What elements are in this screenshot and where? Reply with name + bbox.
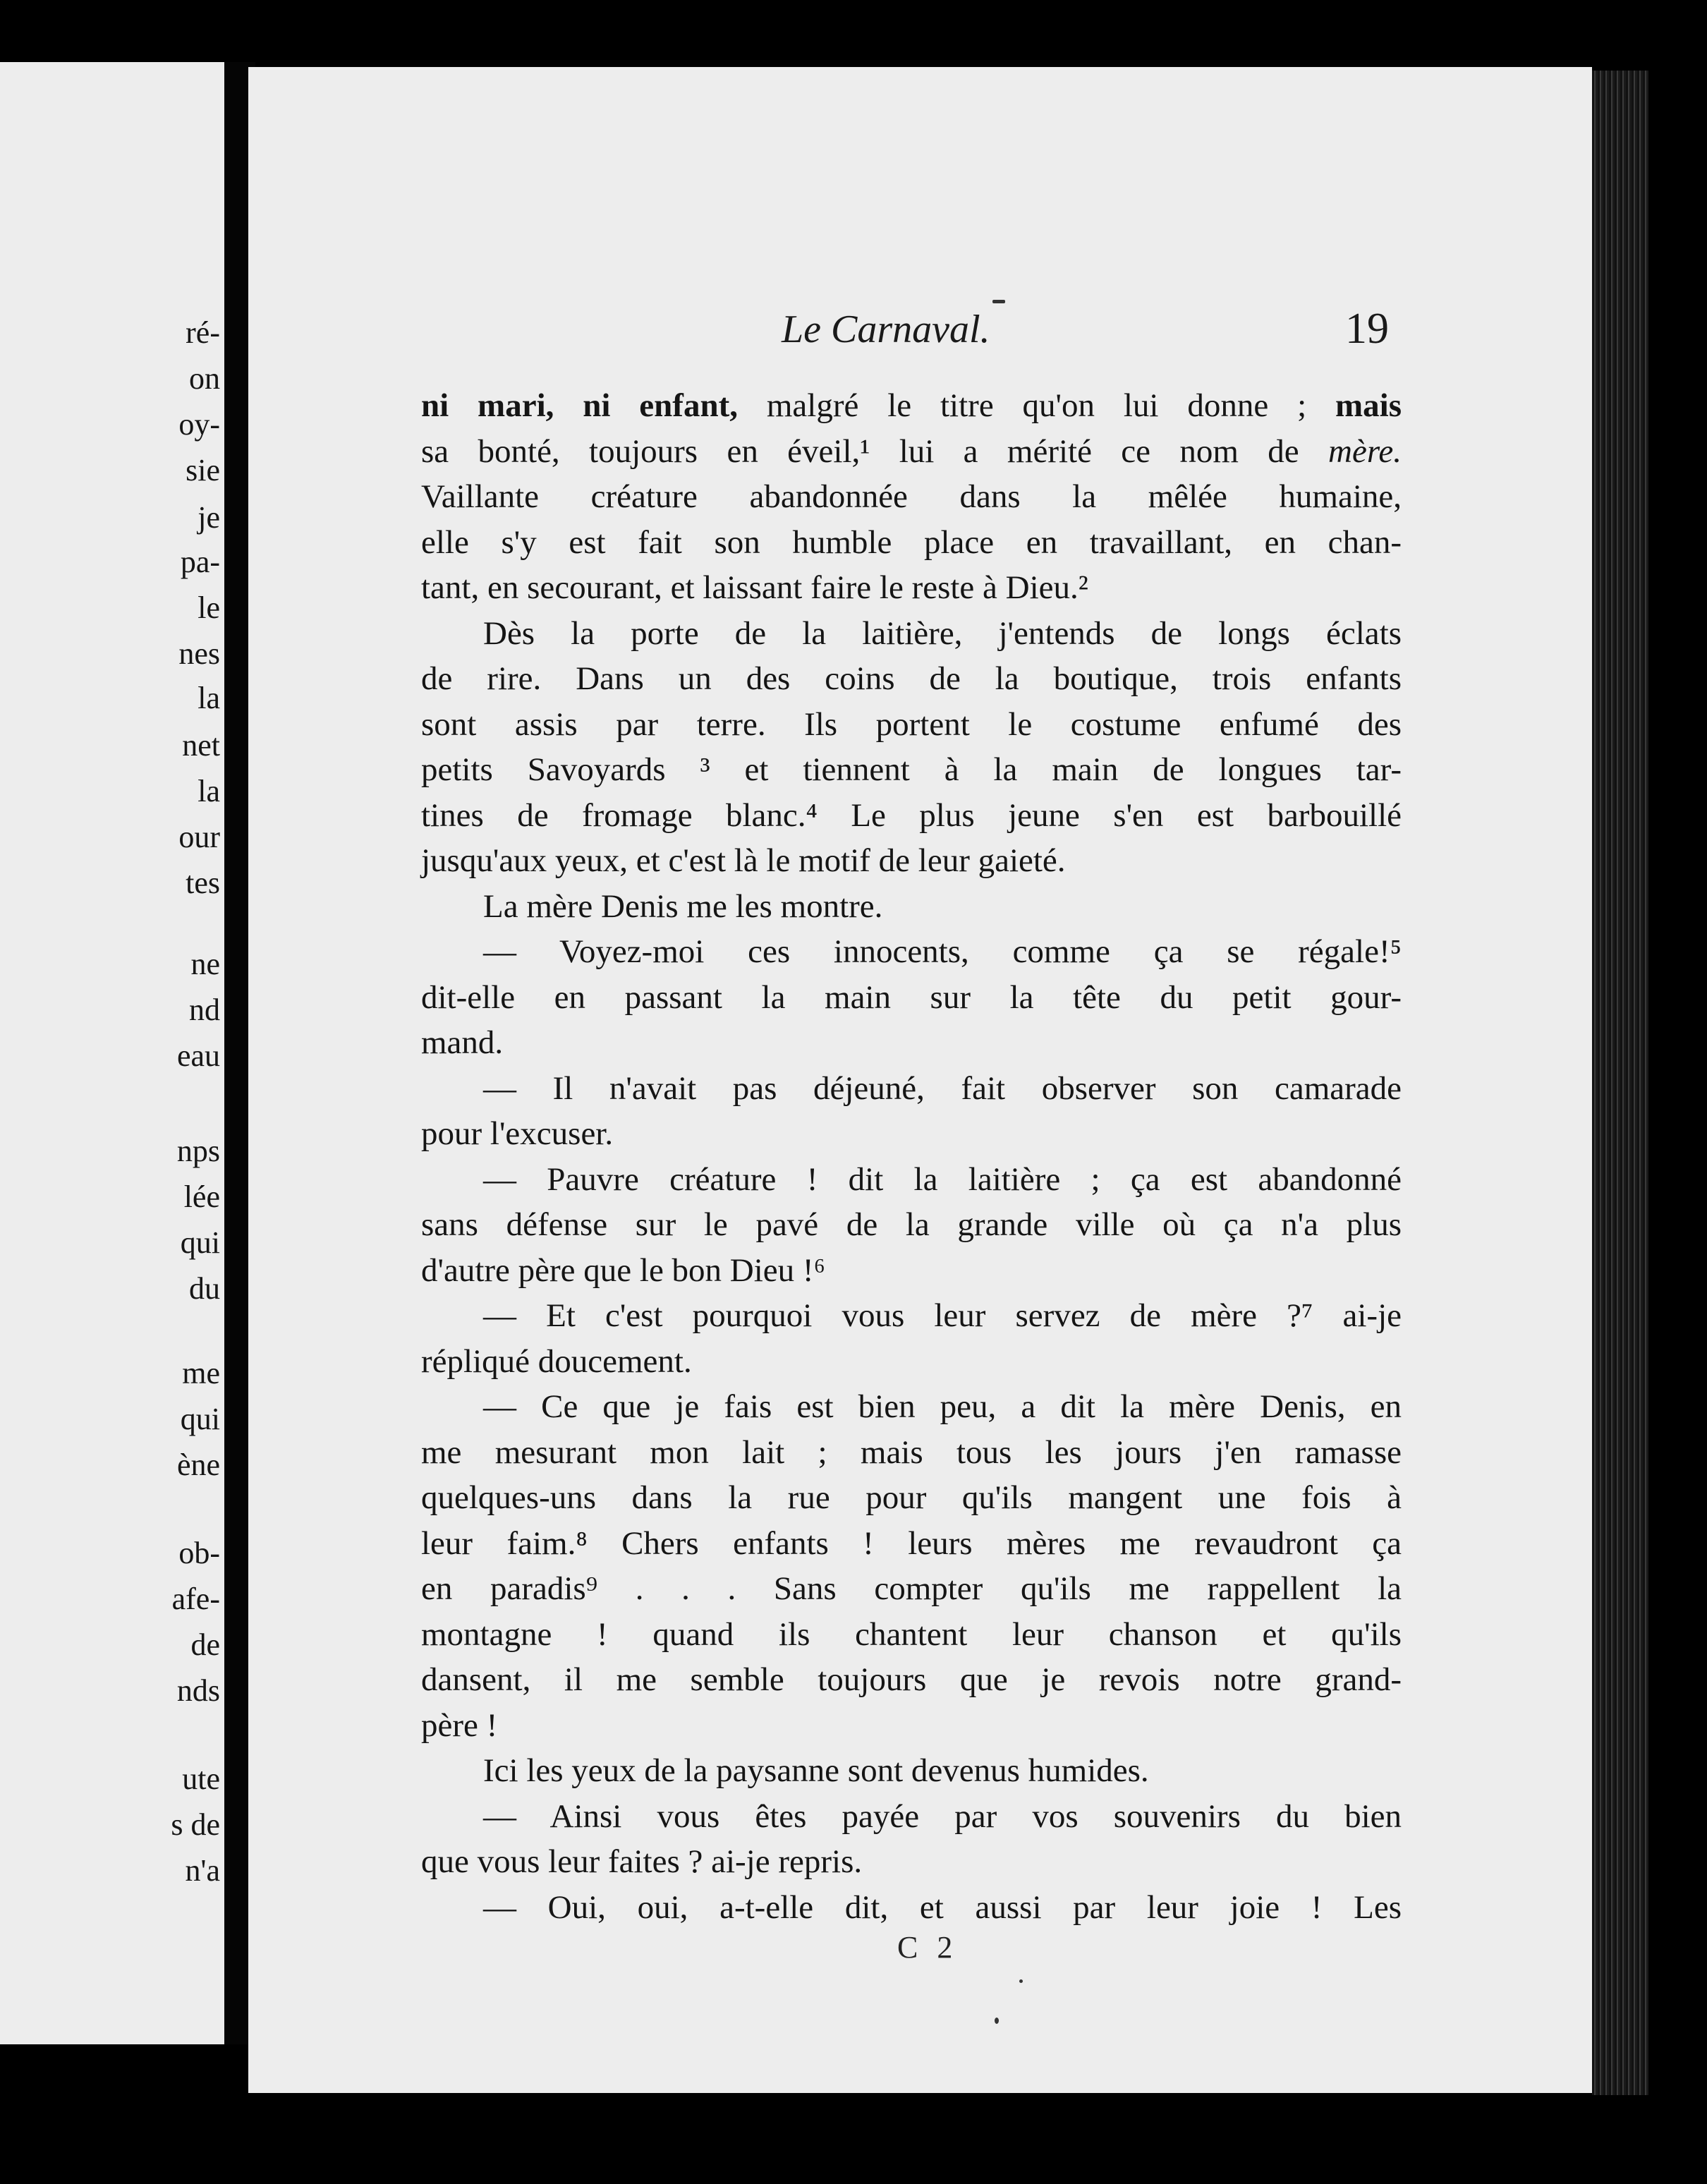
text-line: — Il n'avait pas déjeuné, fait observer son camarade bbox=[483, 1069, 1402, 1107]
text-line: ni mari, ni enfant, malgré le titre qu'on lui donne ; mais bbox=[421, 387, 1402, 424]
text-line: elle s'y est fait son humble place en travaillant, en chan- bbox=[421, 523, 1402, 561]
page-number: 19 bbox=[1345, 305, 1389, 353]
left-page-fragment: ré- bbox=[186, 315, 220, 350]
left-page-fragment: lée bbox=[183, 1179, 220, 1214]
left-page-fragment: sie bbox=[186, 453, 220, 487]
text-line: tant, en secourant, et laissant faire le reste à Dieu.² bbox=[421, 569, 1088, 606]
left-page-fragment: nds bbox=[176, 1673, 220, 1708]
text-line: répliqué doucement. bbox=[421, 1342, 692, 1380]
left-page-fragment: ob- bbox=[178, 1536, 220, 1570]
left-page-fragment: our bbox=[178, 820, 220, 854]
text-line: montagne ! quand ils chantent leur chanson et qu'ils bbox=[421, 1615, 1402, 1653]
text-line: pour l'excuser. bbox=[421, 1115, 614, 1152]
page-fore-edge bbox=[1592, 71, 1648, 2095]
left-page-fragment: eau bbox=[176, 1038, 220, 1073]
ink-speck bbox=[1019, 1979, 1023, 1983]
text-line: mand. bbox=[421, 1024, 504, 1061]
text-line: sans défense sur le pavé de la grande ville où ça n'a plus bbox=[421, 1206, 1402, 1243]
text-line: — Oui, oui, a-t-elle dit, et aussi par leur joie ! Les bbox=[483, 1888, 1402, 1926]
running-title: Le Carnaval. bbox=[782, 308, 990, 351]
left-page-fragment: la bbox=[198, 774, 220, 808]
text-line: quelques-uns dans la rue pour qu'ils mangent une fois à bbox=[421, 1479, 1402, 1516]
left-page-fragment: la bbox=[198, 681, 220, 715]
right-page bbox=[248, 67, 1592, 2093]
left-page-fragment: tes bbox=[186, 866, 220, 900]
left-page-fragment: pa- bbox=[180, 545, 220, 579]
left-page-fragment: je bbox=[198, 500, 220, 535]
text-line: — Et c'est pourquoi vous leur servez de mère ?⁷ ai-je bbox=[483, 1297, 1402, 1334]
left-page-fragment: me bbox=[182, 1356, 220, 1390]
left-page-fragment: le bbox=[198, 590, 220, 625]
left-page-fragment: de bbox=[190, 1627, 220, 1662]
left-page-fragment: afe- bbox=[171, 1582, 220, 1616]
signature-mark: C 2 bbox=[897, 1930, 959, 1965]
left-page-fragment: ute bbox=[182, 1761, 220, 1796]
left-page-fragment: on bbox=[189, 361, 220, 396]
text-line: dansent, il me semble toujours que je revois notre grand- bbox=[421, 1661, 1402, 1698]
text-line: en paradis⁹ . . . Sans compter qu'ils me rappellent la bbox=[421, 1570, 1402, 1607]
text-line: de rire. Dans un des coins de la boutique, trois enfants bbox=[421, 660, 1402, 697]
text-line: — Ce que je fais est bien peu, a dit la mère Denis, en bbox=[483, 1388, 1402, 1425]
text-line: d'autre père que le bon Dieu !⁶ bbox=[421, 1251, 825, 1289]
text-line: jusqu'aux yeux, et c'est là le motif de leur gaieté. bbox=[421, 842, 1066, 879]
left-page-fragment: n'a bbox=[185, 1853, 220, 1888]
text-line: Ici les yeux de la paysanne sont devenus humides. bbox=[483, 1752, 1149, 1789]
left-page-fragment: ène bbox=[176, 1448, 220, 1482]
left-page bbox=[0, 62, 224, 2044]
text-line: sa bonté, toujours en éveil,¹ lui a mérité ce nom de mère. bbox=[421, 432, 1402, 470]
body-text bbox=[421, 383, 1402, 1930]
text-line: — Pauvre créature ! dit la laitière ; ça est abandonné bbox=[483, 1160, 1402, 1198]
text-line: — Voyez-moi ces innocents, comme ça se régale!⁵ bbox=[483, 933, 1402, 970]
page-header bbox=[248, 300, 1592, 356]
text-line: petits Savoyards ³ et tiennent à la main de longues tar- bbox=[421, 751, 1402, 788]
text-line: tines de fromage blanc.⁴ Le plus jeune s'en est barbouillé bbox=[421, 796, 1402, 834]
text-line: me mesurant mon lait ; mais tous les jours j'en ramasse bbox=[421, 1433, 1402, 1471]
left-page-fragment: nd bbox=[189, 993, 220, 1027]
ink-speck bbox=[992, 300, 1005, 303]
text-line: — Ainsi vous êtes payée par vos souvenirs du bien bbox=[483, 1797, 1402, 1835]
left-page-fragment: nes bbox=[178, 636, 220, 671]
left-page-fragment: oy- bbox=[178, 407, 220, 442]
text-line: Dès la porte de la laitière, j'entends de longs éclats bbox=[483, 614, 1402, 652]
text-line: père ! bbox=[421, 1706, 498, 1744]
left-page-fragment: s de bbox=[171, 1807, 220, 1842]
left-page-fragment: nps bbox=[176, 1134, 220, 1168]
left-page-fragment: qui bbox=[180, 1402, 220, 1436]
left-page-fragment: du bbox=[189, 1271, 220, 1306]
text-line: La mère Denis me les montre. bbox=[483, 887, 883, 925]
left-page-fragment: net bbox=[182, 728, 220, 763]
left-page-fragment: ne bbox=[190, 947, 220, 981]
text-line: leur faim.⁸ Chers enfants ! leurs mères me revaudront ça bbox=[421, 1524, 1402, 1562]
left-page-fragment: qui bbox=[180, 1225, 220, 1260]
text-line: dit-elle en passant la main sur la tête du petit gour- bbox=[421, 978, 1402, 1016]
text-line: sont assis par terre. Ils portent le costume enfumé des bbox=[421, 705, 1402, 743]
ink-speck bbox=[995, 2018, 999, 2024]
text-line: que vous leur faites ? ai-je repris. bbox=[421, 1843, 863, 1880]
text-line: Vaillante créature abandonnée dans la mêlée humaine, bbox=[421, 478, 1402, 515]
